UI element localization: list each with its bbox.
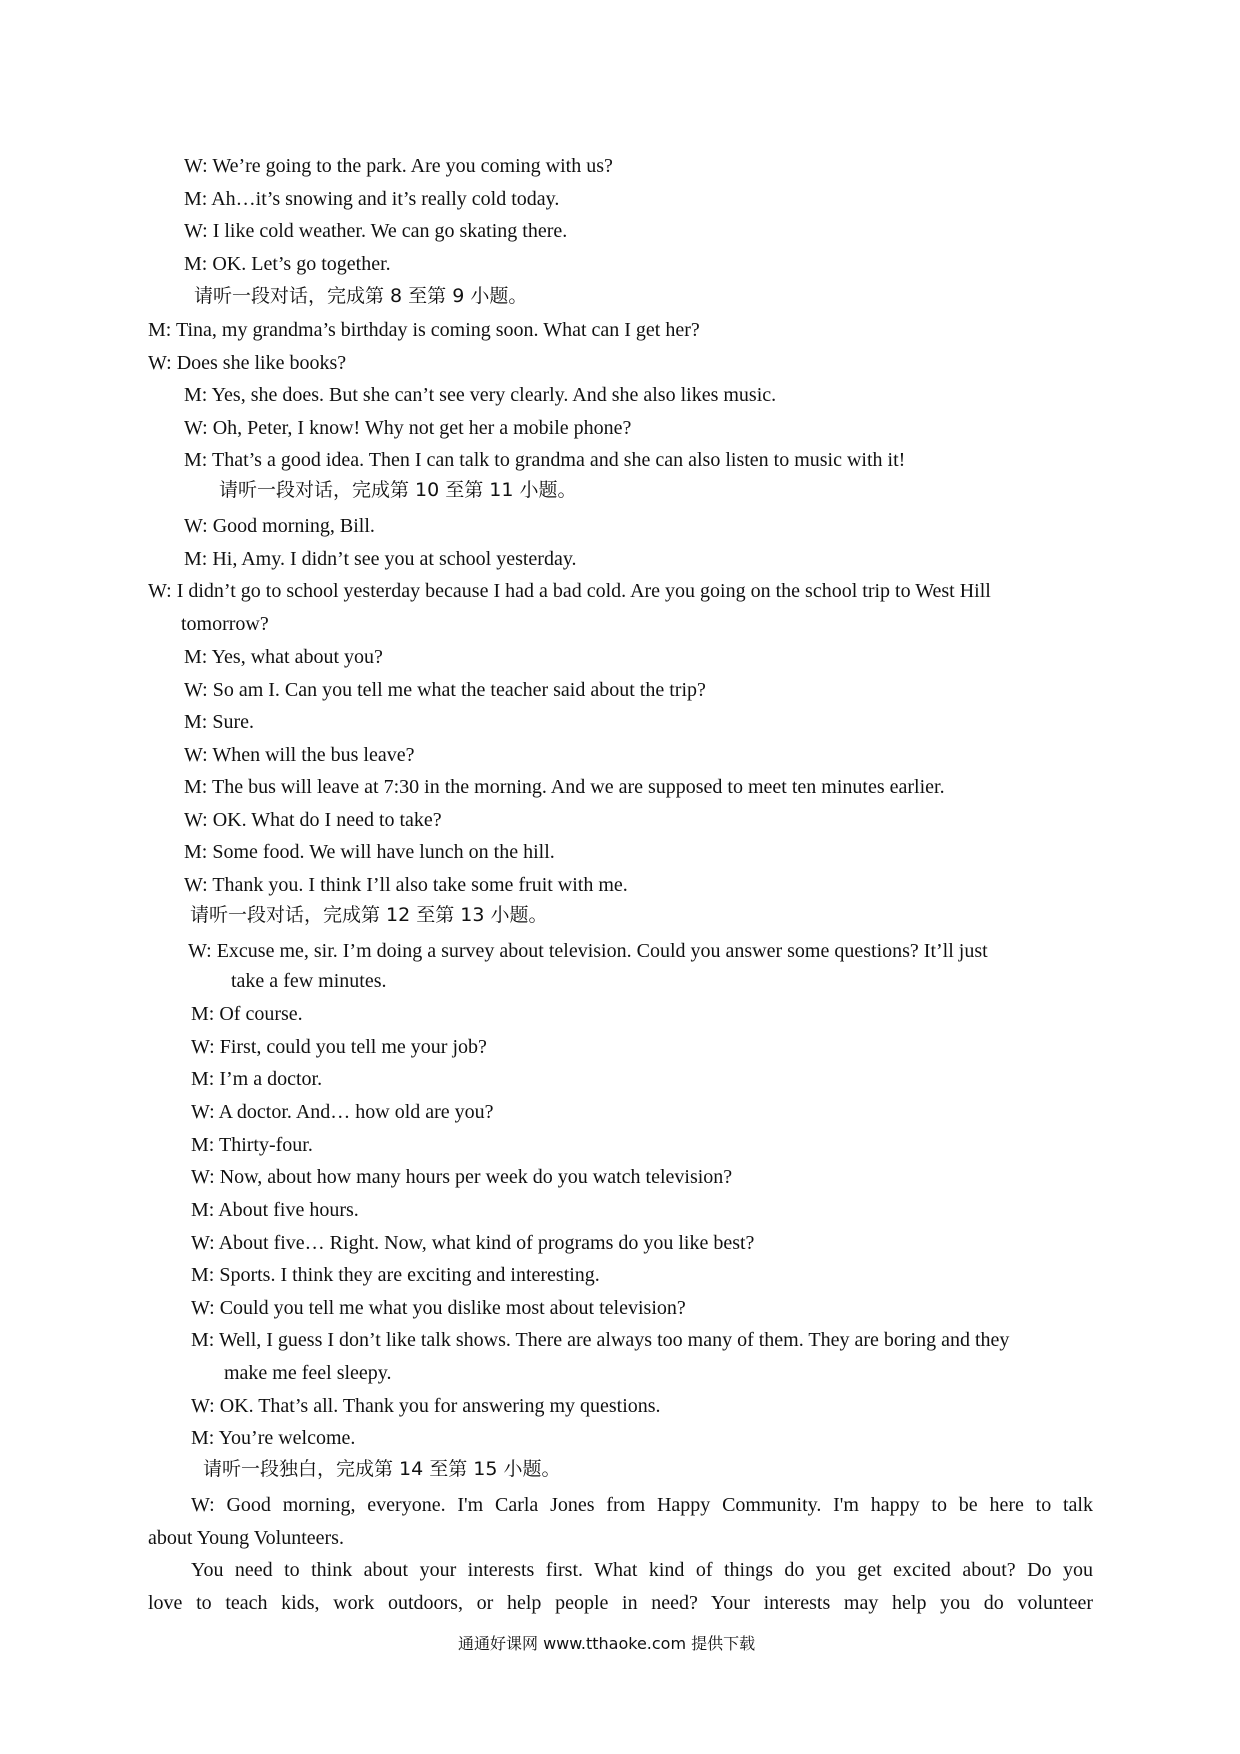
- monologue-line: W: Good morning, everyone. I'm Carla Jones from Happy Community. I'm happy to be here to talk: [191, 1494, 1093, 1516]
- section-instruction: 请听一段对话，完成第 8 至第 9 小题。: [194, 285, 528, 307]
- dialogue-line: W: Good morning, Bill.: [184, 515, 375, 537]
- dialogue-line: W: I didn’t go to school yesterday because I had a bad cold. Are you going on the school trip to West Hill: [148, 580, 991, 602]
- monologue-line: love to teach kids, work outdoors, or help people in need? Your interests may help you do volunteer: [148, 1592, 1093, 1614]
- section-instruction: 请听一段独白，完成第 14 至第 15 小题。: [203, 1458, 561, 1480]
- dialogue-line-continued: tomorrow?: [181, 613, 269, 635]
- monologue-line: about Young Volunteers.: [148, 1527, 344, 1549]
- dialogue-line: W: OK. That’s all. Thank you for answering my questions.: [191, 1395, 661, 1417]
- monologue-line: You need to think about your interests first. What kind of things do you get excited about? Do you: [191, 1559, 1093, 1581]
- dialogue-line: W: A doctor. And… how old are you?: [191, 1101, 494, 1123]
- page-footer: 通通好课网 www.tthaoke.com 提供下载: [458, 1634, 756, 1653]
- section-instruction: 请听一段对话，完成第 10 至第 11 小题。: [219, 479, 577, 501]
- dialogue-line-continued: take a few minutes.: [231, 970, 387, 992]
- dialogue-line: W: Excuse me, sir. I’m doing a survey about television. Could you answer some questions? It’ll just: [188, 940, 988, 962]
- dialogue-line: W: Could you tell me what you dislike most about television?: [191, 1297, 686, 1319]
- dialogue-line: M: That’s a good idea. Then I can talk to grandma and she can also listen to music with it!: [184, 449, 906, 471]
- dialogue-line-continued: make me feel sleepy.: [224, 1362, 392, 1384]
- dialogue-line: W: Thank you. I think I’ll also take some fruit with me.: [184, 874, 628, 896]
- dialogue-line: W: I like cold weather. We can go skating there.: [184, 220, 568, 242]
- dialogue-line: M: Sports. I think they are exciting and interesting.: [191, 1264, 600, 1286]
- dialogue-line: W: When will the bus leave?: [184, 744, 415, 766]
- section-instruction: 请听一段对话，完成第 12 至第 13 小题。: [190, 904, 548, 926]
- dialogue-line: M: OK. Let’s go together.: [184, 253, 391, 275]
- dialogue-line: M: You’re welcome.: [191, 1427, 356, 1449]
- dialogue-line: W: Now, about how many hours per week do you watch television?: [191, 1166, 733, 1188]
- dialogue-line: M: Yes, she does. But she can’t see very clearly. And she also likes music.: [184, 384, 777, 406]
- dialogue-line: W: We’re going to the park. Are you coming with us?: [184, 155, 613, 177]
- dialogue-line: M: Ah…it’s snowing and it’s really cold today.: [184, 188, 560, 210]
- dialogue-line: W: OK. What do I need to take?: [184, 809, 442, 831]
- dialogue-line: M: I’m a doctor.: [191, 1068, 323, 1090]
- dialogue-line: M: The bus will leave at 7:30 in the morning. And we are supposed to meet ten minutes earlier.: [184, 776, 945, 798]
- dialogue-line: M: Hi, Amy. I didn’t see you at school yesterday.: [184, 548, 577, 570]
- dialogue-line: W: First, could you tell me your job?: [191, 1036, 487, 1058]
- dialogue-line: M: Sure.: [184, 711, 254, 733]
- dialogue-line: M: Yes, what about you?: [184, 646, 383, 668]
- dialogue-line: M: Tina, my grandma’s birthday is coming soon. What can I get her?: [148, 319, 700, 341]
- dialogue-line: M: Thirty-four.: [191, 1134, 313, 1156]
- dialogue-line: M: About five hours.: [191, 1199, 359, 1221]
- dialogue-line: W: About five… Right. Now, what kind of programs do you like best?: [191, 1232, 755, 1254]
- dialogue-line: W: So am I. Can you tell me what the teacher said about the trip?: [184, 679, 706, 701]
- dialogue-line: W: Oh, Peter, I know! Why not get her a mobile phone?: [184, 417, 632, 439]
- dialogue-line: M: Of course.: [191, 1003, 303, 1025]
- dialogue-line: M: Well, I guess I don’t like talk shows. There are always too many of them. They are boring and they: [191, 1329, 1010, 1351]
- dialogue-line: W: Does she like books?: [148, 352, 347, 374]
- dialogue-line: M: Some food. We will have lunch on the hill.: [184, 841, 555, 863]
